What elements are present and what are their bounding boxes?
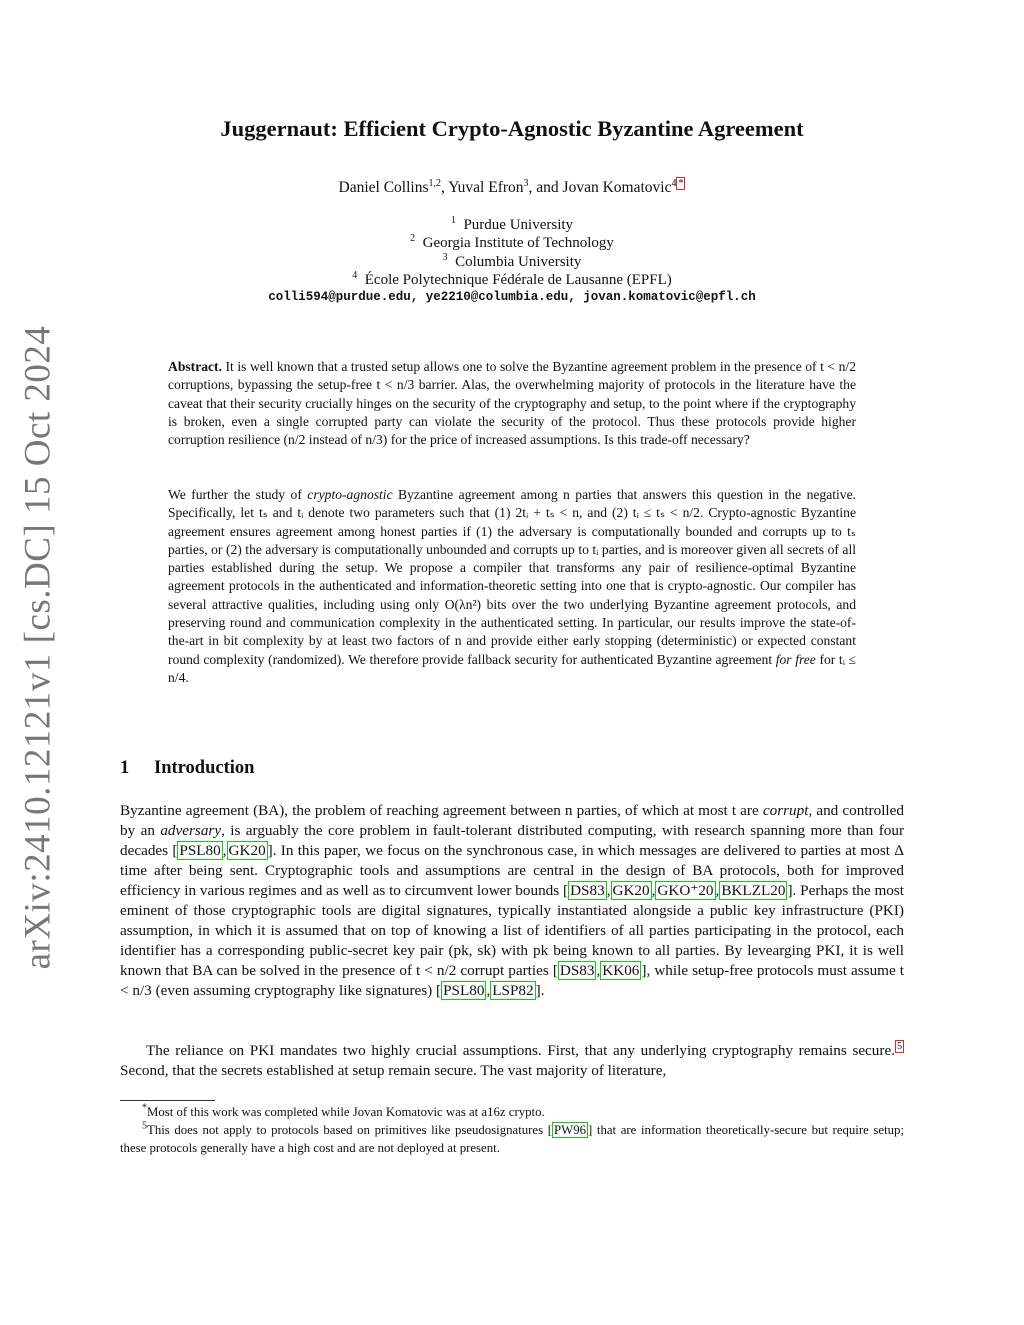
footnotes: [120, 1103, 904, 1157]
affiliation-num: 1: [450, 215, 456, 226]
author-2: Yuval Efron: [448, 179, 524, 196]
author-separator: ,: [441, 179, 449, 196]
abstract-label: Abstract.: [168, 359, 222, 374]
citation-link[interactable]: DS83: [559, 962, 595, 979]
body-text: Second, that the secrets established at setup remain secure. The vast majority of literature,: [120, 1062, 667, 1079]
footnote-link-5[interactable]: 5: [897, 1040, 902, 1052]
affiliation-name: Georgia Institute of Technology: [422, 235, 614, 252]
affiliation-num: 3: [442, 251, 448, 263]
footnote-mark: *: [142, 1102, 147, 1114]
affiliation-4: [120, 271, 904, 289]
footnote-1: [120, 1103, 904, 1121]
author-3: Jovan Komatovic: [562, 179, 672, 196]
citation-link[interactable]: BKLZL20: [721, 882, 786, 899]
footnote-text: Most of this work was completed while Jovan Komatovic was at a16z crypto.: [147, 1105, 545, 1119]
body-text: , and controlled by an: [120, 802, 904, 839]
footnote-link-star[interactable]: *: [678, 177, 684, 189]
author-emails[interactable]: colli594@purdue.edu, ye2210@columbia.edu, jovan.komatovic@epfl.ch: [268, 290, 756, 304]
author-3-affil-num: 4: [671, 177, 677, 189]
section-heading: [120, 758, 254, 779]
affiliations: [120, 216, 904, 289]
body-text: .: [540, 982, 545, 999]
affiliation-name: École Polytechnique Fédérale de Lausanne (EPFL): [364, 271, 672, 288]
footnote-rule: [120, 1100, 215, 1101]
affiliation-name: Purdue University: [463, 217, 574, 233]
author-list: [120, 179, 904, 197]
citation-link[interactable]: GKO⁺20: [657, 882, 714, 899]
author-1: Daniel Collins: [338, 179, 429, 196]
body-text: The reliance on PKI mandates two highly crucial assumptions. First, that any underlying cryptography remains secure.: [146, 1042, 895, 1059]
abstract-text: Byzantine agreement among n parties that answers this question in the negative. Specifically, let tₛ and tᵢ denote two parameters such that (1) 2tᵢ + tₛ < n, and (2) tᵢ ≤ tₛ < n/2. Crypto-agnostic Byzantine agreement ensures agreement among honest parties if (1) the adversary is computationally bounded and corrupts up to tₛ parties, or (2) the adversary is computationally unbounded and corrupts up to tᵢ parties, and is moreover given all secrets of all parties established during the setup. We propose a compiler that transforms any pair of resilience-optimal Byzantine agreement protocols in the authenticated and information-theoretic setting into one that is crypto-agnostic. Our compiler has several attractive qualities, including using only O(λn²) bits over the two underlying Byzantine agreement protocols, and preserving round and communication complexity in the authenticated setting. In particular, our results improve the state-of-the-art in bit complexity by at least two factors of n and provide either early stopping (deterministic) or expected constant round complexity (randomized). We therefore provide fallback security for authenticated Byzantine agreement: [168, 487, 857, 667]
author-separator: , and: [528, 179, 563, 196]
intro-paragraph-2: [120, 1041, 904, 1081]
citation-link[interactable]: PSL80: [443, 982, 485, 999]
footnote-text: This does not apply to protocols based on primitives like pseudosignatures: [147, 1123, 548, 1137]
affiliation-name: Columbia University: [455, 253, 582, 270]
abstract-text: We further the study of: [168, 487, 308, 502]
body-text: . Perhaps the most eminent of those cryptographic tools are digital signatures, typically instantiated alongside a public key infrastructure (PKI) assumption, in which it is assumed that on top of knowing a list of identifiers of all parties participating in the protocol, each identifier has a corresponding public-secret key pair (pk, sk) with pk being known to all parties. By levearging PKI, it is well known that BA can be solved in the presence of t < n/2 corrupt parties: [120, 882, 904, 979]
paper-title: [120, 114, 904, 144]
citation-link[interactable]: GK20: [612, 882, 650, 899]
author-2-affil: 3: [523, 177, 529, 189]
citation-link[interactable]: DS83: [570, 882, 605, 899]
abstract-paragraph-1: [168, 358, 856, 449]
abstract-text: for tᵢ ≤ n/4.: [168, 651, 856, 685]
abstract-emphasis: crypto-agnostic: [307, 487, 393, 502]
citation-link[interactable]: GK20: [228, 842, 266, 859]
body-text: , is arguably the core problem in fault-tolerant distributed computing, with research spanning more than four decades: [120, 822, 904, 859]
citation-link[interactable]: PSL80: [179, 842, 221, 859]
body-text: Byzantine agreement (BA), the problem of reaching agreement between n parties, of which at most t are: [120, 802, 763, 819]
affiliation-1: [120, 216, 904, 234]
citation-link[interactable]: LSP82: [492, 982, 534, 999]
emphasis: corrupt: [762, 802, 809, 819]
footnote-mark: 5: [142, 1120, 147, 1132]
affiliation-2: [120, 234, 904, 252]
abstract-paragraph-2: [168, 486, 856, 687]
affiliation-3: [120, 253, 904, 271]
author-1-affil: 1,2: [428, 177, 442, 189]
citation-link[interactable]: PW96: [554, 1123, 586, 1137]
title-rest: Efficient Crypto-Agnostic Byzantine Agreement: [337, 116, 804, 141]
title-system-name: Juggernaut:: [220, 116, 338, 141]
arxiv-stamp-text: arXiv:2410.12121v1 [cs.DC] 15 Oct 2024: [17, 325, 59, 970]
section-title: Introduction: [154, 758, 255, 778]
abstract-text-1: It is well known that a trusted setup allows one to solve the Byzantine agreement problem in the presence of t < n/2 corruptions, bypassing the setup-free t < n/3 barrier. Alas, the overwhelming majority of protocols in the literature have the caveat that their security crucially hinges on the security of the cryptography and setup, to the point where if the cryptography is broken, even a single corrupted party can violate the security of the protocol. Thus these protocols provide higher corruption resilience (n/2 instead of n/3) for the price of increased assumptions. Is this trade-off necessary?: [168, 359, 856, 448]
footnote-text: that are information theoretically-secure but require setup; these protocols generally have a high cost and are not deployed at present.: [120, 1123, 904, 1155]
body-text: . In this paper, we focus on the synchronous case, in which messages are delivered to parties at most Δ time after being sent. Cryptographic tools and assumptions are central in the design of BA protocols, both for improved efficiency in various regimes and as well as to circumvent lower bounds: [120, 842, 905, 899]
affiliation-num: 2: [410, 233, 416, 245]
intro-paragraph-1: Byzantine agreement (BA), the problem of reaching agreement between n parties, of which at most t are corrupt, and controlled by an adversary, is arguably the core problem in fault-tolerant distributed computing, with research spanning more than four decades [ PSL80 , GK20 ]. In this paper, we focus on the synchronous case, in which messages are delivered to parties at most Δ time after being sent. Cryptographic tools and assumptions are central in the design of BA protocols, both for improved efficiency in various regimes and as well as to circumvent lower bounds [ DS83 , GK20 , GKO⁺20 , BKLZL20 ]. Perhaps the most eminent of those cryptographic tools are digital signatures, typically instantiated alongside a public key infrastructure (PKI) assumption, in which it is assumed that on top of knowing a list of identifiers of all parties participating in the protocol, each identifier has a corresponding public-secret key pair (pk, sk) with pk being known to all parties. By levearging PKI, it is well known that BA can be solved in the presence of t < n/2 corrupt parties [ DS83 , KK06 ], while setup-free protocols must assume t < n/3 (even assuming cryptography like signatures) [ PSL80 , LSP82 ].: [120, 802, 905, 999]
arxiv-stamp: [16, 325, 60, 970]
affiliation-num: 4: [352, 269, 358, 281]
body-text: , while setup-free protocols must assume t < n/3 (even assuming cryptography like signatures): [120, 962, 904, 999]
citation-link[interactable]: KK06: [602, 962, 640, 979]
section-number: 1: [120, 758, 130, 778]
emphasis: adversary: [160, 822, 222, 839]
author-3-affil: [671, 177, 685, 190]
footnote-2: $^5$This does not apply to protocols based on primitives like pseudosignatures [ PW96 ] that are information theoretically-secure but require setup; these protocols generally have a high cost and are not deployed at present.: [120, 1120, 904, 1155]
abstract-emphasis: for free: [775, 651, 816, 667]
